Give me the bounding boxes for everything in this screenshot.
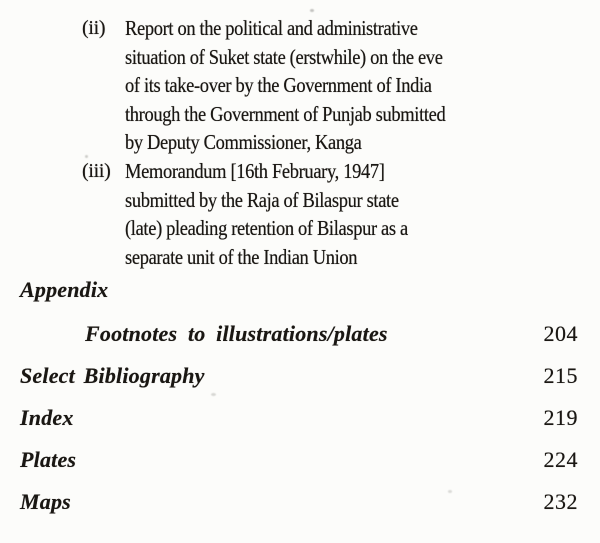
scan-speck <box>310 9 314 12</box>
entry-iii-line-1: Memorandum [16th February, 1947] <box>125 158 385 183</box>
section-index-page-number: 219 <box>543 405 578 431</box>
scan-speck <box>85 155 88 158</box>
toc-entry-iii <box>0 157 600 271</box>
toc-sections <box>0 275 600 517</box>
entry-ii-text <box>125 14 445 157</box>
section-appendix <box>20 275 578 305</box>
section-maps-page-number: 232 <box>543 489 578 515</box>
section-plates-title: Plates <box>20 447 77 473</box>
section-index <box>20 403 578 433</box>
section-index-title: Index <box>20 405 74 431</box>
scan-speck <box>448 490 452 493</box>
entry-iii-line-2: submitted by the Raja of Bilaspur state <box>125 187 399 212</box>
section-plates <box>20 445 578 475</box>
section-appendix-title: Appendix <box>20 277 109 303</box>
section-bibliography <box>20 361 578 391</box>
section-footnotes-page-number: 204 <box>543 321 578 347</box>
entry-ii-number: (ii) <box>82 17 106 39</box>
entry-ii-line-4: through the Government of Punjab submitted <box>125 101 446 126</box>
entry-iii-number: (iii) <box>82 159 111 182</box>
entry-iii-line-4: separate unit of the Indian Union <box>125 244 358 269</box>
toc-entry-ii <box>0 14 600 157</box>
section-maps <box>20 487 578 517</box>
section-maps-title: Maps <box>20 489 71 515</box>
entry-ii-line-3: of its take-over by the Government of India <box>125 73 432 98</box>
entry-ii-line-1: Report on the political and administrative <box>125 16 418 40</box>
section-plates-page-number: 224 <box>543 447 578 473</box>
section-footnotes <box>20 319 578 349</box>
entry-ii-line-5: by Deputy Commissioner, Kanga <box>125 130 362 155</box>
section-footnotes-title: Footnotes to illustrations/plates <box>85 321 388 347</box>
entry-iii-line-3: (late) pleading retention of Bilaspur as a <box>125 216 408 241</box>
entry-ii-line-2: situation of Suket state (erstwhile) on the eve <box>125 44 443 69</box>
entry-iii-text <box>125 157 408 271</box>
section-bibliography-title: Select Bibliography <box>20 363 205 389</box>
scan-speck <box>211 393 216 396</box>
section-bibliography-page-number: 215 <box>543 363 578 389</box>
